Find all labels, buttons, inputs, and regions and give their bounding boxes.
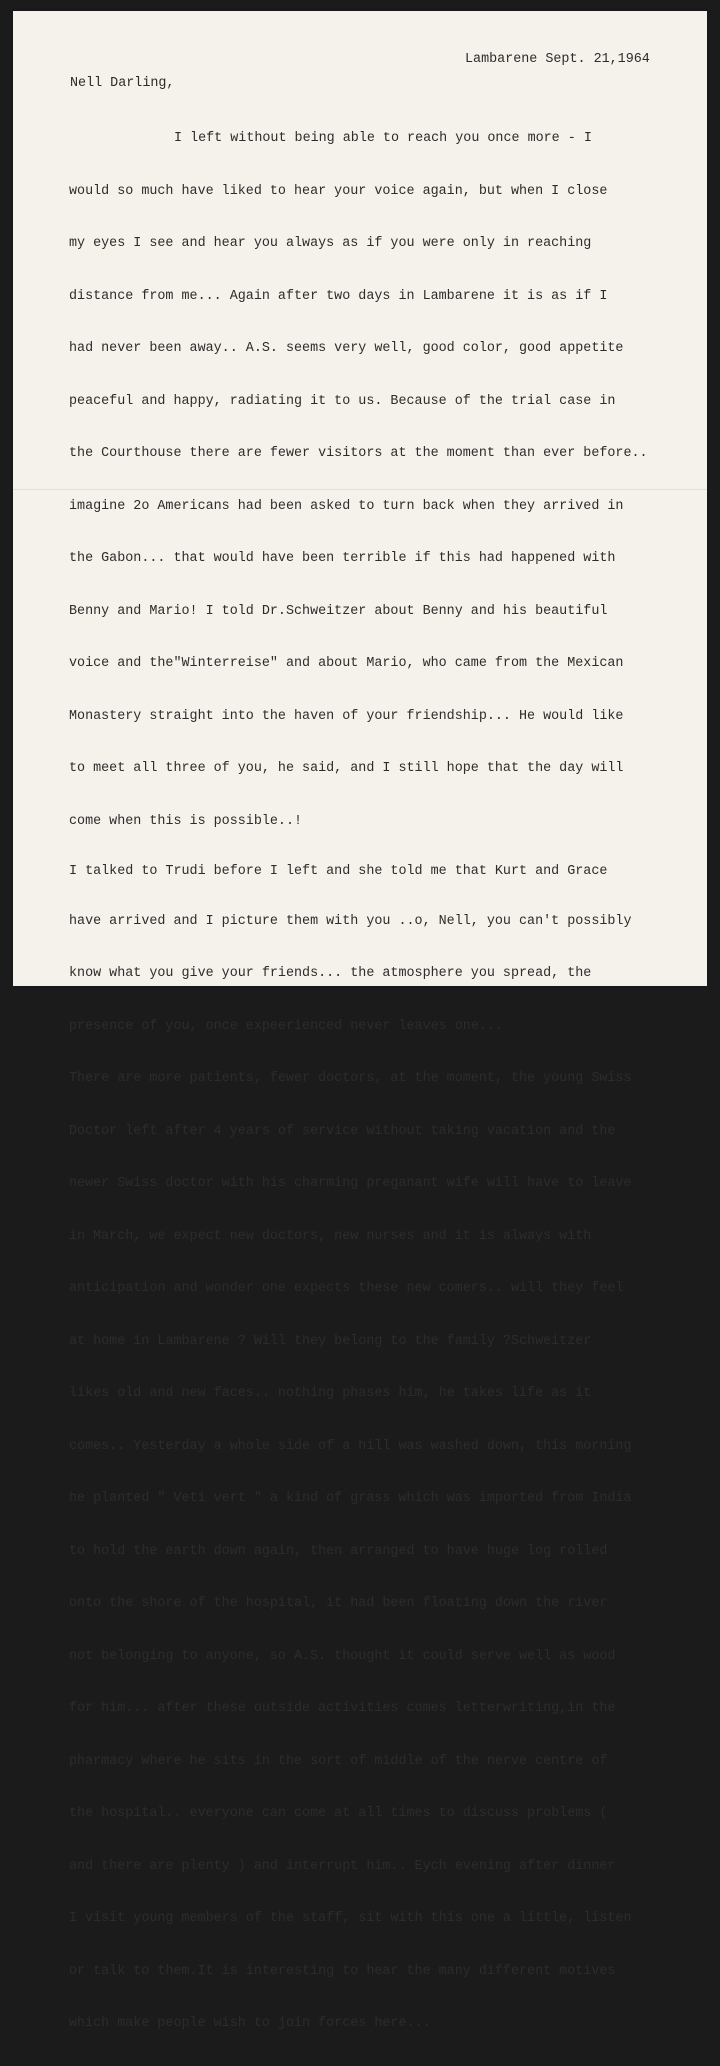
body-line: to meet all three of you, he said, and I still hope that the day will <box>69 761 624 776</box>
body-line: comes.. Yesterday a whole side of a hill was washed down, this morning <box>69 1438 632 1454</box>
body-line: at home in Lambarene ? Will they belong to the family ?Schweitzer <box>69 1333 592 1349</box>
body-line: There are more patients, fewer doctors, at the moment, the young Swiss <box>69 1071 632 1086</box>
letter-page <box>13 11 707 2031</box>
body-line: Monastery straight into the haven of your friendship... He would like <box>69 708 624 724</box>
body-line: to hold the earth down again, then arranged to have huge log rolled <box>69 1543 608 1559</box>
body-line: he planted " Veti vert " a kind of grass which was imported from India <box>69 1491 632 1506</box>
body-line: had never been away.. A.S. seems very well, good color, good appetite <box>69 341 624 356</box>
body-line: Benny and Mario! I told Dr.Schweitzer about Benny and his beautiful <box>69 603 608 619</box>
body-line: which make people wish to join forces here... <box>69 2016 431 2031</box>
body-line: for him... after these outside activities comes letterwriting,in the <box>69 1701 616 1716</box>
body-line: presence of you, once expeerienced never leaves one... <box>69 1018 503 1034</box>
body-line: imagine 2o Americans had been asked to turn back when they arrived in <box>69 498 624 514</box>
body-line: peaceful and happy, radiating it to us. Because of the trial case in <box>69 393 616 409</box>
body-line: in March, we expect new doctors, new nurses and it is always with <box>69 1228 592 1244</box>
body-line: pharmacy where he sits in the sort of middle of the nerve centre of <box>69 1753 608 1769</box>
body-line: my eyes I see and hear you always as if you were only in reaching <box>69 236 592 251</box>
body-line: know what you give your friends... the atmosphere you spread, the <box>69 966 592 981</box>
body-line: not belonging to anyone, so A.S. thought it could serve well as wood <box>69 1648 616 1664</box>
body-line: I talked to Trudi before I left and she told me that Kurt and Grace <box>69 863 608 879</box>
body-line: anticipation and wonder one expects these new comers.. will they feel <box>69 1281 624 1296</box>
body-line: come when this is possible..! <box>69 813 303 829</box>
letter-dateline: Lambarene Sept. 21,1964 <box>465 52 650 67</box>
body-line: newer Swiss doctor with his charming preganant wife will have to leave <box>69 1176 632 1191</box>
body-line: onto the shore of the hospital, it had been floating down the river <box>69 1596 608 1611</box>
body-line: and there are plenty ) and interrupt him.. Eych evening after dinner <box>69 1858 616 1874</box>
body-line: the Gabon... that would have been terrible if this had happened with <box>69 551 616 566</box>
body-line: I visit young members of the staff, sit with this one a little, listen <box>69 1911 632 1926</box>
body-line: would so much have liked to hear your voice again, but when I close <box>69 183 608 199</box>
body-line: likes old and new faces.. nothing phases him, he takes life as it <box>69 1386 592 1401</box>
body-line: Doctor left after 4 years of service without taking vacation and the <box>69 1123 616 1139</box>
body-line: or talk to them.It is interesting to hear the many different motives <box>69 1963 616 1979</box>
body-line: distance from me... Again after two days in Lambarene it is as if I <box>69 288 608 304</box>
body-line: I left without being able to reach you once more - I <box>174 131 592 146</box>
body-line: voice and the"Winterreise" and about Mario, who came from the Mexican <box>69 656 624 671</box>
body-line: the hospital.. everyone can come at all times to discuss problems ( <box>69 1806 608 1821</box>
body-line: have arrived and I picture them with you ..o, Nell, you can't possibly <box>69 913 632 929</box>
letter-salutation: Nell Darling, <box>70 76 175 91</box>
letter-body <box>69 98 648 2066</box>
body-line: the Courthouse there are fewer visitors at the moment than ever before.. <box>69 446 648 461</box>
